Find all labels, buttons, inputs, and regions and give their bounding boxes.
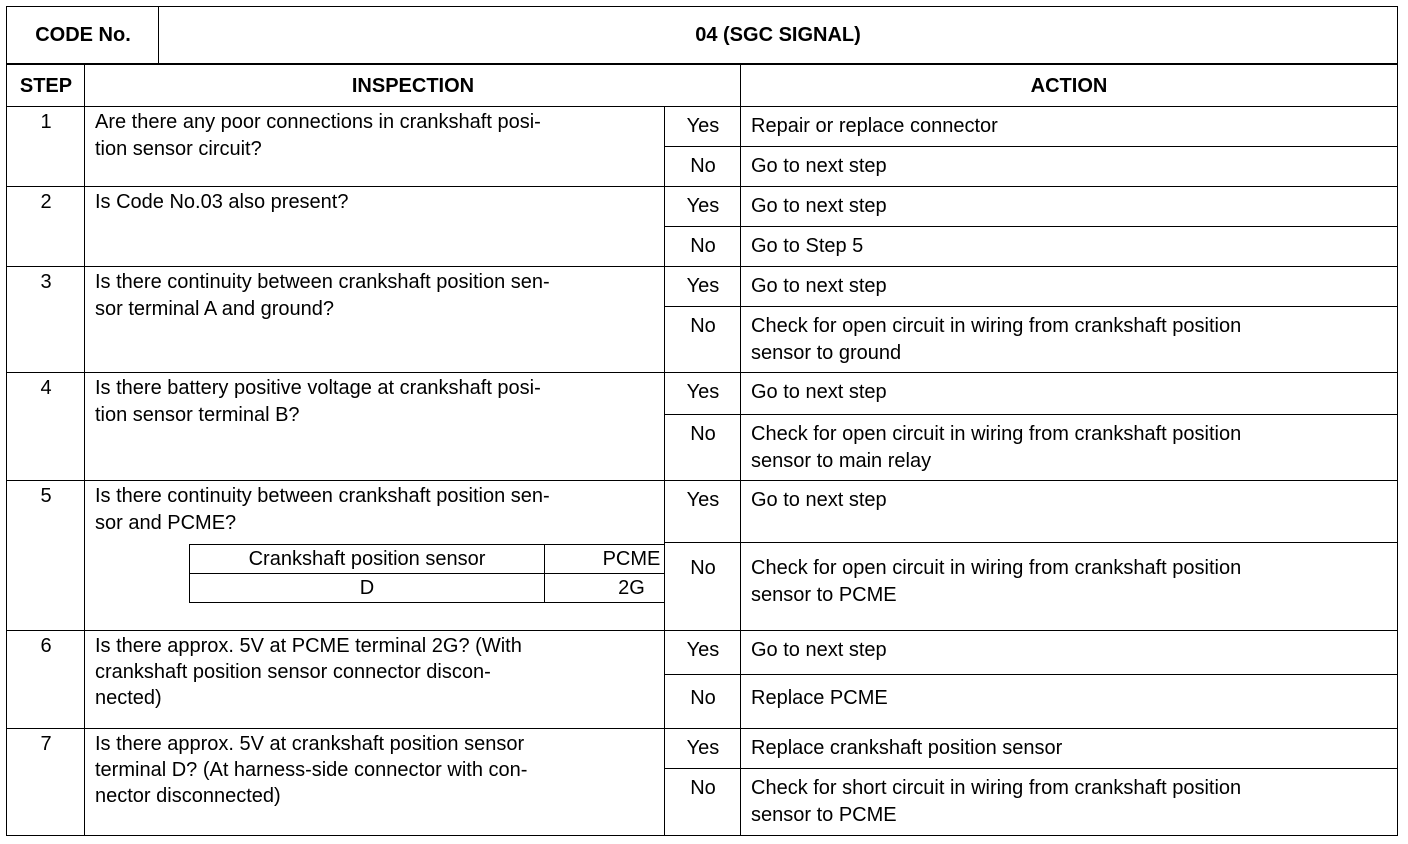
step-number: 6 <box>40 635 52 657</box>
inspection-cell <box>84 480 666 632</box>
step-number-cell <box>6 372 86 482</box>
yes-action-cell <box>740 372 1398 416</box>
yes-cell <box>664 106 742 148</box>
step-number-cell <box>6 106 86 188</box>
yes-label: Yes <box>686 275 720 297</box>
inspection-cell <box>84 186 666 268</box>
no-action: Check for open circuit in wiring from crankshaft position sensor to main relay <box>751 423 1242 472</box>
yes-action: Go to next step <box>751 489 887 511</box>
yes-cell <box>664 728 742 770</box>
code-value-cell <box>158 6 1398 64</box>
inspection-text: Is there approx. 5V at PCME terminal 2G? (With crankshaft position sensor connector discon- nected) <box>95 635 522 709</box>
code-label-cell <box>6 6 160 64</box>
yes-action-cell <box>740 728 1398 770</box>
step-number-cell <box>6 480 86 632</box>
no-cell <box>664 226 742 268</box>
no-action-cell <box>740 226 1398 268</box>
inspection-text: Is Code No.03 also present? <box>95 191 349 213</box>
yes-cell <box>664 266 742 308</box>
no-action: Check for open circuit in wiring from crankshaft position sensor to ground <box>751 315 1242 364</box>
terminal-table-cell-sensor: D <box>190 574 545 603</box>
no-label: No <box>690 687 716 709</box>
inspection-cell <box>84 106 666 188</box>
step-number: 7 <box>40 733 52 755</box>
inspection-header-cell <box>84 64 742 108</box>
no-action: Replace PCME <box>751 687 888 709</box>
no-action-cell <box>740 306 1398 374</box>
yes-action-cell <box>740 480 1398 544</box>
no-action: Go to next step <box>751 155 887 177</box>
no-cell <box>664 146 742 188</box>
step-number-cell <box>6 186 86 268</box>
yes-cell <box>664 372 742 416</box>
step-header: STEP <box>19 74 73 97</box>
action-header: ACTION <box>1030 74 1108 97</box>
inspection-header: INSPECTION <box>351 74 475 97</box>
yes-action-cell <box>740 630 1398 676</box>
yes-action: Repair or replace connector <box>751 115 998 137</box>
yes-cell <box>664 480 742 544</box>
no-label: No <box>690 315 716 337</box>
no-label: No <box>690 155 716 177</box>
no-cell <box>664 306 742 374</box>
yes-action: Replace crankshaft position sensor <box>751 737 1063 759</box>
yes-action: Go to next step <box>751 275 887 297</box>
inspection-text: Is there continuity between crankshaft position sen- sor and PCME? <box>95 485 550 534</box>
action-header-cell <box>740 64 1398 108</box>
yes-label: Yes <box>686 737 720 759</box>
step-number: 4 <box>40 377 52 399</box>
yes-action-cell <box>740 106 1398 148</box>
step-number-cell <box>6 266 86 374</box>
yes-action-cell <box>740 266 1398 308</box>
terminal-table-header-sensor: Crankshaft position sensor <box>190 545 545 574</box>
no-action-cell <box>740 542 1398 632</box>
yes-label: Yes <box>686 195 720 217</box>
inspection-cell <box>84 728 666 836</box>
yes-action: Go to next step <box>751 381 887 403</box>
no-action: Check for short circuit in wiring from crankshaft position sensor to PCME <box>751 777 1242 826</box>
step-number: 5 <box>40 485 52 507</box>
inspection-text: Are there any poor connections in crankshaft posi- tion sensor circuit? <box>95 111 541 160</box>
no-label: No <box>690 423 716 445</box>
step-header-cell <box>6 64 86 108</box>
yes-action: Go to next step <box>751 195 887 217</box>
no-cell <box>664 674 742 730</box>
no-label: No <box>690 557 716 579</box>
inspection-text: Is there continuity between crankshaft position sen- sor terminal A and ground? <box>95 271 550 320</box>
yes-label: Yes <box>686 115 720 137</box>
step-number-cell <box>6 728 86 836</box>
terminal-table <box>189 544 719 603</box>
inspection-cell <box>84 630 666 730</box>
step-number: 1 <box>40 111 52 133</box>
diagnosis-table <box>6 6 1398 838</box>
step-number: 2 <box>40 191 52 213</box>
no-label: No <box>690 777 716 799</box>
code-value: 04 (SGC SIGNAL) <box>695 23 861 46</box>
yes-label: Yes <box>686 639 720 661</box>
no-cell <box>664 414 742 482</box>
yes-cell <box>664 630 742 676</box>
no-label: No <box>690 235 716 257</box>
no-action-cell <box>740 768 1398 836</box>
terminal-table-cell-pcme: 2G <box>545 574 719 603</box>
code-label: CODE No. <box>35 23 131 46</box>
no-action-cell <box>740 414 1398 482</box>
no-action-cell <box>740 146 1398 188</box>
inspection-text: Is there battery positive voltage at crankshaft posi- tion sensor terminal B? <box>95 377 541 426</box>
yes-label: Yes <box>686 489 720 511</box>
yes-action: Go to next step <box>751 639 887 661</box>
no-action: Go to Step 5 <box>751 235 864 257</box>
no-cell <box>664 542 742 632</box>
yes-action-cell <box>740 186 1398 228</box>
no-action: Check for open circuit in wiring from crankshaft position sensor to PCME <box>751 557 1242 606</box>
yes-cell <box>664 186 742 228</box>
terminal-table-header-pcme: PCME <box>545 545 719 574</box>
yes-label: Yes <box>686 381 720 403</box>
no-action-cell <box>740 674 1398 730</box>
inspection-cell <box>84 266 666 374</box>
inspection-text: Is there approx. 5V at crankshaft position sensor terminal D? (At harness-side connector with con- nector disconnected) <box>95 733 528 807</box>
no-cell <box>664 768 742 836</box>
inspection-cell <box>84 372 666 482</box>
step-number-cell <box>6 630 86 730</box>
step-number: 3 <box>40 271 52 293</box>
